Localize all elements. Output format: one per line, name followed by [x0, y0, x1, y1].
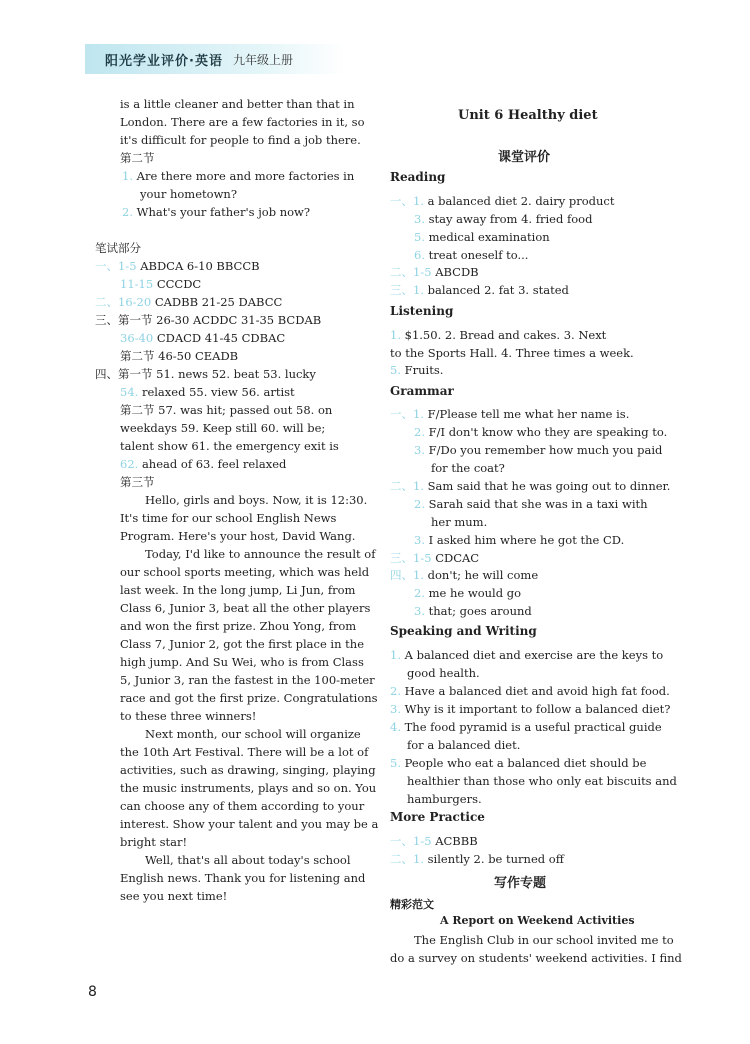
left-line	[145, 492, 367, 509]
right-line	[390, 755, 646, 772]
item-number: 一、1-5	[95, 259, 141, 273]
item-number: 62.	[120, 457, 142, 471]
left-line	[120, 456, 286, 473]
right-line	[390, 406, 629, 423]
item-text: Class 6, Junior 3, beat all the other players	[120, 601, 371, 615]
left-line	[95, 258, 260, 275]
section-heading: Listening	[390, 304, 454, 318]
item-text: to these three winners!	[120, 709, 257, 723]
item-text: $1.50. 2. Bread and cakes. 3. Next	[404, 328, 607, 342]
item-text: for a balanced diet.	[407, 738, 521, 752]
left-line	[120, 348, 238, 365]
item-text: ACBBB	[435, 834, 478, 848]
left-line	[120, 780, 376, 797]
left-line	[120, 150, 155, 167]
left-line	[120, 132, 361, 149]
item-text: silently 2. be turned off	[427, 852, 564, 866]
right-line	[414, 247, 528, 264]
item-text: 第二节 57. was hit; passed out 58. on	[120, 403, 333, 417]
left-line	[120, 528, 355, 545]
item-number: 5.	[390, 756, 405, 770]
item-number: 3.	[414, 604, 429, 618]
item-number: 二、1.	[390, 852, 428, 866]
right-line	[414, 442, 662, 459]
left-line	[120, 276, 201, 293]
item-number: 3.	[414, 533, 429, 547]
item-text: healthier than those who only eat biscuits and	[407, 774, 677, 788]
item-text: Program. Here's your host, David Wang.	[120, 529, 356, 543]
item-text: 5, Junior 3, ran the fastest in the 100-meter	[120, 673, 375, 687]
item-text: relaxed 55. view 56. artist	[141, 385, 295, 399]
left-line	[120, 330, 285, 347]
left-line	[120, 114, 365, 131]
item-text: the music instruments, plays and so on. You	[120, 781, 377, 795]
item-text: Well, that's all about today's school	[145, 853, 351, 867]
left-line	[120, 834, 187, 851]
left-line	[95, 366, 316, 383]
item-text: can choose any of them according to your	[120, 799, 365, 813]
item-number: 11-15	[120, 277, 157, 291]
item-number: 二、1.	[390, 479, 428, 493]
section-heading: Speaking and Writing	[390, 624, 537, 638]
right-line	[390, 683, 670, 700]
left-line	[120, 888, 227, 905]
left-line	[120, 438, 339, 455]
right-line	[390, 193, 614, 210]
right-line	[407, 791, 482, 808]
item-text: 第二节	[120, 151, 155, 165]
item-number: 6.	[414, 248, 429, 262]
section-heading: More Practice	[390, 810, 485, 824]
right-line	[414, 424, 667, 441]
left-line	[120, 618, 356, 635]
item-number: 54.	[120, 385, 142, 399]
right-line	[414, 532, 624, 549]
item-text: Sarah said that she was in a taxi with	[428, 497, 648, 511]
left-line	[120, 636, 364, 653]
left-line	[120, 816, 378, 833]
item-text: CCCDC	[156, 277, 202, 291]
item-text: see you next time!	[120, 889, 228, 903]
left-line	[120, 654, 364, 671]
left-line	[120, 582, 355, 599]
right-line	[390, 567, 538, 584]
item-text: balanced 2. fat 3. stated	[427, 283, 569, 297]
left-line	[120, 708, 256, 725]
item-number: 2.	[414, 586, 429, 600]
left-line	[120, 510, 336, 527]
item-text: London. There are a few factories in it, so	[120, 115, 365, 129]
item-text: to the Sports Hall. 4. Three times a week.	[390, 346, 634, 360]
page-number: 8	[88, 984, 97, 1000]
item-number: 四、1.	[390, 568, 428, 582]
item-text: Today, I'd like to announce the result of	[145, 547, 376, 561]
item-text: Next month, our school will organize	[145, 727, 361, 741]
item-text: Why is it important to follow a balanced diet?	[404, 702, 671, 716]
item-number: 3.	[390, 702, 405, 716]
item-text: me he would go	[428, 586, 522, 600]
item-number: 5.	[414, 230, 429, 244]
left-line	[120, 672, 375, 689]
right-line	[407, 737, 520, 754]
section-heading: Unit 6 Healthy diet	[458, 108, 598, 123]
page-header	[85, 44, 735, 74]
left-line	[122, 204, 310, 221]
item-number: 一、1.	[390, 194, 428, 208]
item-number: 1.	[390, 328, 405, 342]
item-text: don't; he will come	[427, 568, 539, 582]
item-text: bright star!	[120, 835, 188, 849]
left-line	[120, 690, 378, 707]
item-number: 一、1-5	[390, 834, 436, 848]
item-text: talent show 61. the emergency exit is	[120, 439, 339, 453]
item-number: 3.	[414, 443, 429, 457]
item-text: F/Do you remember how much you paid	[428, 443, 663, 457]
item-text: It's time for our school English News	[120, 511, 337, 525]
item-number: 2.	[414, 425, 429, 439]
item-text: A balanced diet and exercise are the keys to	[404, 648, 664, 662]
item-text: ahead of 63. feel relaxed	[141, 457, 287, 471]
item-text: medical examination	[428, 230, 550, 244]
item-text: our school sports meeting, which was held	[120, 565, 370, 579]
item-text: 四、第一节 51. news 52. beat 53. lucky	[95, 367, 316, 381]
item-text: The English Club in our school invited me to	[414, 933, 674, 947]
item-text: Hello, girls and boys. Now, it is 12:30.	[145, 493, 368, 507]
item-number: 36-40	[120, 331, 157, 345]
item-text: CADBB 21-25 DABCC	[154, 295, 283, 309]
item-text: 第二节 46-50 CEADB	[120, 349, 239, 363]
item-number: 二、1-5	[390, 265, 436, 279]
item-number: 2.	[414, 497, 429, 511]
item-text: her mum.	[431, 515, 488, 529]
item-text: your hometown?	[140, 187, 237, 201]
left-line	[120, 798, 364, 815]
left-line	[145, 546, 375, 563]
right-line	[414, 603, 532, 620]
right-line	[390, 282, 569, 299]
item-text: People who eat a balanced diet should be	[404, 756, 647, 770]
right-line	[407, 773, 677, 790]
item-text: high jump. And Su Wei, who is from Class	[120, 655, 364, 669]
right-line	[407, 665, 480, 682]
item-number: 2.	[122, 205, 137, 219]
right-line	[414, 229, 550, 246]
left-line	[120, 564, 369, 581]
item-text: do a survey on students' weekend activities. I find	[390, 951, 682, 965]
item-text: is a little cleaner and better than that in	[120, 97, 355, 111]
right-line	[390, 719, 662, 736]
item-text: stay away from 4. fried food	[428, 212, 593, 226]
item-text: ABCDB	[435, 265, 479, 279]
item-text: 三、第一节 26-30 ACDDC 31-35 BCDAB	[95, 313, 322, 327]
left-line	[120, 762, 376, 779]
item-text: CDACD 41-45 CDBAC	[156, 331, 286, 345]
item-text: weekdays 59. Keep still 60. will be;	[120, 421, 326, 435]
item-number: 2.	[390, 684, 405, 698]
right-line	[414, 932, 674, 949]
item-number: 一、1.	[390, 407, 428, 421]
left-line	[120, 870, 365, 887]
left-line	[120, 384, 295, 401]
right-line	[390, 701, 670, 718]
item-text: for the coat?	[431, 461, 505, 475]
item-number: 三、1-5	[390, 551, 436, 565]
item-text: hamburgers.	[407, 792, 482, 806]
section-heading: A Report on Weekend Activities	[440, 914, 635, 927]
book-title: 阳光学业评价·英语	[105, 54, 223, 69]
item-text: F/Please tell me what her name is.	[427, 407, 630, 421]
item-text: a balanced diet 2. dairy product	[427, 194, 615, 208]
section-heading: 写作专题	[494, 876, 547, 891]
item-number: 三、1.	[390, 283, 428, 297]
right-line	[390, 647, 663, 664]
item-text: CDCAC	[435, 551, 480, 565]
right-line	[390, 851, 564, 868]
right-line	[390, 327, 606, 344]
item-text: Fruits.	[404, 363, 444, 377]
right-line	[431, 514, 487, 531]
right-line	[414, 211, 592, 228]
item-text: it's difficult for people to find a job there.	[120, 133, 361, 147]
item-text: Are there more and more factories in	[136, 169, 355, 183]
right-line	[390, 550, 479, 567]
item-text: F/I don't know who they are speaking to.	[428, 425, 668, 439]
item-text: Have a balanced diet and avoid high fat food.	[404, 684, 670, 698]
item-text: 笔试部分	[95, 241, 141, 255]
left-line	[145, 852, 351, 869]
section-heading: Grammar	[390, 384, 454, 398]
item-text: activities, such as drawing, singing, playing	[120, 763, 376, 777]
right-line	[431, 460, 505, 477]
item-number: 1.	[390, 648, 405, 662]
item-text: Class 7, Junior 2, got the first place in the	[120, 637, 364, 651]
item-number: 二、16-20	[95, 295, 155, 309]
item-text: race and got the first prize. Congratulations	[120, 691, 378, 705]
left-line	[120, 96, 354, 113]
left-line	[120, 420, 325, 437]
right-line	[414, 585, 521, 602]
item-text: Sam said that he was going out to dinner.	[427, 479, 671, 493]
left-line	[95, 294, 282, 311]
left-line	[122, 168, 354, 185]
item-text: What's your father's job now?	[136, 205, 311, 219]
left-line	[95, 312, 321, 329]
right-line	[390, 833, 478, 850]
right-line	[390, 345, 634, 362]
item-text: the 10th Art Festival. There will be a lot of	[120, 745, 369, 759]
right-line	[390, 950, 682, 967]
section-heading: Reading	[390, 170, 446, 184]
right-line	[390, 478, 670, 495]
item-text: good health.	[407, 666, 480, 680]
item-text: 第三节	[120, 475, 155, 489]
item-text: that; goes around	[428, 604, 532, 618]
right-line	[390, 264, 479, 281]
item-number: 4.	[390, 720, 405, 734]
item-text: I asked him where he got the CD.	[428, 533, 625, 547]
item-number: 1.	[122, 169, 137, 183]
left-line	[140, 186, 237, 203]
left-line	[95, 240, 141, 257]
left-line	[120, 474, 155, 491]
left-line	[120, 402, 332, 419]
item-text: English news. Thank you for listening and	[120, 871, 366, 885]
section-heading: 课堂评价	[498, 150, 551, 165]
item-text: ABDCA 6-10 BBCCB	[140, 259, 260, 273]
section-heading: 精彩范文	[390, 898, 434, 911]
item-text: treat oneself to...	[428, 248, 529, 262]
grade-label: 九年级上册	[233, 53, 294, 67]
right-line	[414, 496, 648, 513]
item-text: The food pyramid is a useful practical guide	[404, 720, 662, 734]
item-text: and won the first prize. Zhou Yong, from	[120, 619, 357, 633]
item-text: last week. In the long jump, Li Jun, from	[120, 583, 356, 597]
right-line	[390, 362, 443, 379]
left-line	[120, 744, 368, 761]
item-number: 3.	[414, 212, 429, 226]
left-line	[145, 726, 361, 743]
left-line	[120, 600, 370, 617]
item-number: 5.	[390, 363, 405, 377]
item-text: interest. Show your talent and you may be a	[120, 817, 379, 831]
